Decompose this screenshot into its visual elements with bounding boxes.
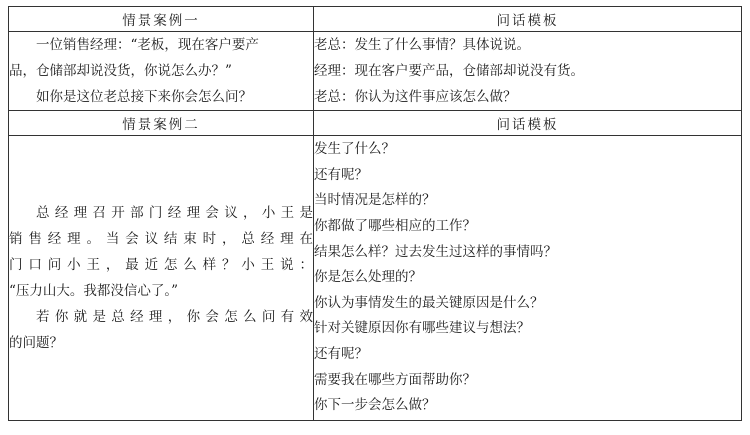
case-two-line: 总经理召开部门经理会议，小王是 xyxy=(36,205,313,221)
case-two-line: 若你就是总经理，你会怎么问有效 xyxy=(36,309,313,325)
case-two-template xyxy=(314,136,742,421)
case-two-template-line: 针对关键原因你有哪些建议与想法？ xyxy=(314,320,530,337)
case-two-template-line: 你都做了哪些相应的工作？ xyxy=(314,218,476,235)
case-two-template-line: 还有呢？ xyxy=(314,166,368,183)
case-two-content-row xyxy=(9,136,742,421)
case-one-header: 情景案例一 xyxy=(9,7,314,32)
case-one-header-row xyxy=(9,7,742,32)
case-two-header: 情景案例二 xyxy=(9,111,314,136)
case-one-template-line: 经理：现在客户要产品，仓储部却说没有货。 xyxy=(314,63,584,79)
case-one-template-line: 老总：发生了什么事情？具体说说。 xyxy=(314,37,530,53)
case-one-scenario xyxy=(9,32,314,111)
scenario-question-table xyxy=(8,6,742,421)
case-two-line: “压力山大。我都没信心了。” xyxy=(9,283,179,299)
case-two-template-line: 你是怎么处理的？ xyxy=(314,269,422,286)
case-two-template-line: 还有呢？ xyxy=(314,345,368,362)
case-two-template-line: 你下一步会怎么做？ xyxy=(314,397,436,414)
case-two-template-line: 需要我在哪些方面帮助你？ xyxy=(314,371,476,388)
case-one-line: 一位销售经理：“老板，现在客户要产 xyxy=(36,37,259,53)
case-one-content-row xyxy=(9,32,742,111)
case-two-header-row xyxy=(9,111,742,136)
case-two-template-line: 当时情况是怎样的？ xyxy=(314,192,436,209)
case-one-template-line: 老总：你认为这件事应该怎么做？ xyxy=(314,89,517,105)
case-two-line: 销售经理。当会议结束时，总经理在 xyxy=(9,231,313,247)
case-two-template-line: 发生了什么？ xyxy=(314,141,395,158)
case-one-template xyxy=(314,32,742,111)
case-two-scenario xyxy=(9,136,314,421)
case-one-line: 如你是这位老总接下来你会怎么问？ xyxy=(36,89,252,105)
case-two-line: 门口问小王，最近怎么样？小王说： xyxy=(9,257,313,273)
case-one-template-header: 问话模板 xyxy=(314,7,742,32)
case-two-template-header: 问话模板 xyxy=(314,111,742,136)
case-two-template-line: 结果怎么样？过去发生过这样的事情吗？ xyxy=(314,243,557,260)
case-two-template-line: 你认为事情发生的最关键原因是什么？ xyxy=(314,294,544,311)
case-two-line: 的问题？ xyxy=(9,335,63,351)
case-one-line: 品，仓储部却说没货，你说怎么办？” xyxy=(9,63,232,79)
